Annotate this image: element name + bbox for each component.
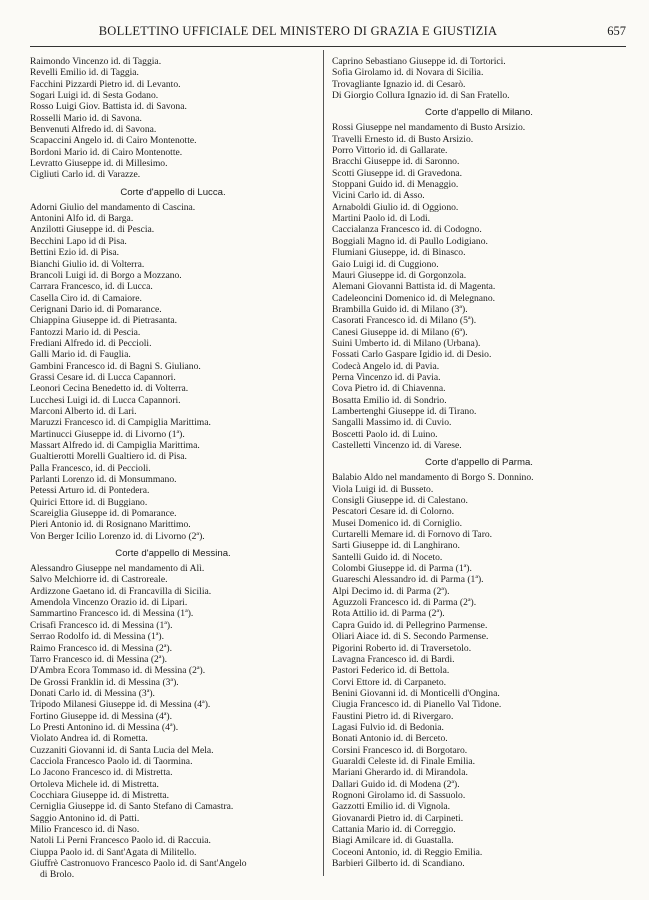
appointment-entry: Castelletti Vincenzo id. di Varese. — [332, 440, 462, 451]
appointment-entry: Rosso Luigi Giov. Battista id. di Savona. — [30, 101, 187, 113]
appointment-entry: Sarti Giuseppe id. di Langhirano. — [332, 540, 460, 552]
appointment-entry: Massart Alfredo id. di Campiglia Marittima. — [30, 440, 200, 451]
appointment-entry: Cacciola Francesco Paolo id. di Taormina. — [30, 755, 193, 767]
page-header — [30, 24, 626, 44]
appointment-entry: di Brolo. — [40, 869, 75, 881]
appointment-entry: Perna Vincenzo id. di Pavia. — [332, 371, 441, 383]
appointment-entry: Parlanti Lorenzo id. di Monsummano. — [30, 474, 177, 486]
appointment-entry: Alemani Giovanni Battista id. di Magenta. — [332, 281, 496, 293]
appointment-entry: Suini Umberto id. di Milano (Urbana). — [332, 337, 481, 349]
appointment-entry: Gazzotti Emilio id. di Vignola. — [332, 801, 451, 813]
appointment-entry: Scotti Giuseppe id. di Gravedona. — [332, 167, 463, 179]
appointment-entry: Sammartino Francesco id. di Messina (1ª). — [30, 608, 194, 620]
appointment-entry: Capra Guido id. di Pellegrino Parmense. — [332, 619, 488, 631]
appointment-entry: Boscetti Paolo id. di Luino. — [332, 428, 438, 440]
appointment-entry: Raimondo Vincenzo id. di Taggia. — [30, 56, 162, 67]
appointment-entry: Bordoni Mario id. di Cairo Montenotte. — [30, 146, 183, 158]
appointment-entry: Lambertenghi Giuseppe id. di Tirano. — [332, 405, 477, 417]
appointment-entry: Crisafi Francesco id. di Messina (1ª). — [30, 619, 173, 631]
appointment-entry: Milio Francesco id. di Naso. — [30, 824, 140, 835]
appointment-entry: Corvi Ettore id. di Carpaneto. — [332, 676, 447, 688]
appointment-entry: Salvo Melchiorre id. di Castroreale. — [30, 574, 168, 586]
appointment-entry: Grassi Cesare id. di Lucca Capannori. — [30, 371, 176, 383]
appointment-entry: Levratto Giuseppe id. di Millesimo. — [30, 158, 168, 170]
appointment-entry: Vicini Carlo id. di Asso. — [332, 190, 425, 202]
appointment-entry: Caprino Sebastiano Giuseppe id. di Tortorici. — [332, 56, 506, 67]
appointment-entry: Martini Paolo id. di Lodi. — [332, 213, 431, 225]
appointment-entry: Martinucci Giuseppe id. di Livorno (1ª). — [30, 428, 185, 440]
appointment-entry: Leonori Cecina Benedetto id. di Volterra. — [30, 383, 189, 395]
appointment-entry: Brambilla Guido id. di Milano (3ª). — [332, 303, 468, 315]
appointment-entry: Casella Ciro id. di Camaiore. — [30, 292, 142, 304]
appointment-entry: Benvenuti Alfredo id. di Savona. — [30, 124, 157, 136]
appointment-entry: Petessi Arturo id. di Pontedera. — [30, 485, 150, 497]
appointment-entry: Ardizzone Gaetano id. di Francavilla di Sicilia. — [30, 585, 212, 597]
appointment-entry: Cuzzaniti Giovanni id. di Santa Lucia del Mela. — [30, 744, 214, 756]
appointment-entry: Marconi Alberto id. di Lari. — [30, 405, 137, 417]
appointment-entry: Bosatta Emilio id. di Sondrio. — [332, 394, 447, 406]
appointment-entry: Becchini Lapo id di Pisa. — [30, 235, 127, 247]
appointment-entry: Revelli Emilio id. di Taggia. — [30, 67, 139, 79]
appointment-entry: Porro Vittorio id. di Gallarate. — [332, 145, 448, 157]
appointment-entry: Ortoleva Michele id. di Mistretta. — [30, 778, 159, 790]
appointment-entry: Trovagliante Ignazio id. di Cesarò. — [332, 78, 466, 90]
appointment-entry: Bettini Ezio id. di Pisa. — [30, 247, 120, 259]
appointment-entry: Benini Giovanni id. di Monticelli d'Ongina. — [332, 687, 500, 699]
court-section-title: Corte d'appello di Parma. — [425, 457, 533, 469]
appointment-entry: Di Giorgio Collura Ignazio id. di San Fratello. — [332, 90, 510, 102]
appointment-entry: Codecà Angelo id. di Pavia. — [332, 360, 440, 372]
appointment-entry: Santelli Guido id. di Noceto. — [332, 551, 443, 563]
court-section-title: Corte d'appello di Milano. — [425, 107, 533, 119]
appointment-entry: Ciuppa Paolo id. di Sant'Agata di Militello. — [30, 846, 197, 858]
appointment-entry: Quirici Ettore id. di Buggiano. — [30, 496, 148, 508]
appointment-entry: Tarro Francesco id. di Messina (2ª). — [30, 653, 168, 665]
appointment-entry: Canesi Giuseppe id. di Milano (6ª). — [332, 326, 468, 338]
appointment-entry: Alpi Decimo id. di Parma (2ª). — [332, 585, 450, 597]
appointment-entry: Fortino Giuseppe id. di Messina (4ª). — [30, 710, 173, 722]
appointment-entry: Bonati Antonio id. di Berceto. — [332, 733, 448, 745]
appointment-entry: Lo Jacono Francesco id. di Mistretta. — [30, 767, 173, 779]
appointment-entry: Rosselli Mario id. di Savona. — [30, 112, 142, 124]
appointment-entry: Gambini Francesco id. di Bagni S. Giuliano. — [30, 360, 201, 372]
appointment-entry: Mariani Gherardo id. di Mirandola. — [332, 767, 468, 779]
appointment-entry: Fantozzi Mario id. di Pescia. — [30, 326, 141, 338]
appointment-entry: De Grossi Franklin id. di Messina (3ª). — [30, 676, 179, 688]
appointment-entry: Consigli Giuseppe id. di Calestano. — [332, 495, 468, 507]
appointment-entry: Serrao Rodolfo id. di Messina (1ª). — [30, 631, 165, 643]
appointment-entry: Cocchiara Giuseppe id. di Mistretta. — [30, 789, 170, 801]
appointment-entry: Coceoni Antonio, id. di Reggio Emilia. — [332, 846, 483, 858]
appointment-entry: Natoli Li Perni Francesco Paolo id. di Raccuia. — [30, 835, 211, 847]
appointment-entry: Mauri Giuseppe id. di Gorgonzola. — [332, 269, 467, 281]
appointment-entry: Pigorini Roberto id. di Traversetolo. — [332, 642, 472, 654]
appointment-entry: Cova Pietro id. di Chiavenna. — [332, 383, 446, 395]
appointment-entry: Biagi Amilcare id. di Guastalla. — [332, 835, 454, 847]
column-divider — [323, 50, 324, 876]
appointment-entry: Donati Carlo id. di Messina (3ª). — [30, 687, 155, 699]
appointment-entry: Antonini Alfo id. di Barga. — [30, 213, 134, 225]
appointment-entry: Anzilotti Giuseppe id. di Pescia. — [30, 224, 155, 236]
appointment-entry: Palla Francesco, id. di Peccioli. — [30, 462, 151, 474]
appointment-entry: Curtarelli Memare id. di Fornovo di Taro. — [332, 529, 493, 541]
appointment-entry: Pescatori Cesare id. di Colorno. — [332, 506, 455, 518]
appointment-entry: Violato Andrea id. di Rometta. — [30, 733, 148, 745]
appointment-entry: Sangalli Massimo id. di Cuvio. — [332, 417, 452, 429]
appointment-entry: Rognoni Girolamo id. di Sassuolo. — [332, 789, 466, 801]
appointment-entry: Alessandro Giuseppe nel mandamento di Alì. — [30, 563, 205, 575]
appointment-entry: Chiappina Giuseppe id. di Pietrasanta. — [30, 315, 178, 327]
appointment-entry: Scareiglia Giuseppe id. di Pomarance. — [30, 508, 177, 520]
appointment-entry: Pieri Antonio id. di Rosignano Marittimo. — [30, 519, 191, 531]
appointment-entry: Faustini Pietro id. di Rivergaro. — [332, 710, 454, 722]
appointment-entry: Von Berger Icilio Lorenzo id. di Livorno (2ª). — [30, 530, 205, 542]
appointment-entry: Barbieri Gilberto id. di Scandiano. — [332, 858, 465, 870]
appointment-entry: Lagasi Fulvio id. di Bedonia. — [332, 721, 444, 733]
appointment-entry: Bianchi Giulio id. di Volterra. — [30, 258, 145, 270]
appointment-entry: Maruzzi Francesco id. di Campiglia Marittima. — [30, 417, 211, 429]
left-column — [30, 56, 316, 881]
appointment-entry: Aguzzoli Francesco id. di Parma (2ª). — [332, 597, 477, 609]
header-rule — [30, 46, 626, 47]
appointment-entry: Amendola Vincenzo Orazio id. di Lipari. — [30, 597, 188, 609]
appointment-entry: Scapaccini Angelo id. di Cairo Montenotte. — [30, 135, 197, 147]
appointment-entry: Lavagna Francesco id. di Bardi. — [332, 653, 455, 665]
appointment-entry: Sofia Girolamo id. di Novara di Sicilia. — [332, 67, 484, 79]
court-section-title: Corte d'appello di Messina. — [115, 548, 231, 560]
appointment-entry: Pastori Federico id. di Bettola. — [332, 665, 450, 677]
appointment-entry: Raimo Francesco id. di Messina (2ª). — [30, 642, 172, 654]
appointment-entry: Adorni Giulio del mandamento di Cascina. — [30, 201, 196, 213]
appointment-entry: Frediani Alfredo id. di Peccioli. — [30, 337, 152, 349]
appointment-entry: Oliari Aiace id. di S. Secondo Parmense. — [332, 631, 489, 643]
appointment-entry: Arnaboldi Giulio id. di Oggiono. — [332, 201, 459, 213]
appointment-entry: Balabio Aldo nel mandamento di Borgo S. Donnino. — [332, 472, 534, 484]
appointment-entry: Corsini Francesco id. di Borgotaro. — [332, 744, 468, 756]
appointment-entry: Galli Mario id. di Fauglia. — [30, 349, 131, 361]
appointment-entry: Saggio Antonino id. di Patti. — [30, 812, 140, 824]
right-column — [332, 56, 626, 869]
appointment-entry: D'Ambra Ecora Tommaso id. di Messina (2ª). — [30, 665, 206, 677]
appointment-entry: Caccialanza Francesco id. di Codogno. — [332, 224, 482, 236]
appointment-entry: Lucchesi Luigi id. di Lucca Capannori. — [30, 394, 181, 406]
appointment-entry: Giovanardi Pietro id. di Carpineti. — [332, 812, 464, 824]
appointment-entry: Casorati Francesco id. di Milano (5ª). — [332, 315, 477, 327]
appointment-entry: Cadeleoncini Domenico id. di Melegnano. — [332, 292, 496, 304]
appointment-entry: Sogari Luigi id. di Sesta Godano. — [30, 90, 159, 102]
appointment-entry: Dallari Guido id. di Modena (2ª). — [332, 778, 460, 790]
appointment-entry: Rossi Giuseppe nel mandamento di Busto Arsizio. — [332, 122, 526, 134]
appointment-entry: Stoppani Guido id. di Menaggio. — [332, 179, 459, 191]
appointment-entry: Cattania Mario id. di Correggio. — [332, 824, 456, 835]
appointment-entry: Gualtierotti Morelli Gualtiero id. di Pisa. — [30, 451, 187, 463]
appointment-entry: Musei Domenico id. di Corniglio. — [332, 517, 463, 529]
appointment-entry: Travelli Ernesto id. di Busto Arsizio. — [332, 133, 474, 145]
appointment-entry: Bracchi Giuseppe id. di Saronno. — [332, 156, 460, 168]
court-section-title: Corte d'appello di Lucca. — [120, 186, 226, 198]
page-number: 657 — [607, 24, 626, 38]
appointment-entry: Guaraldi Celeste id. di Finale Emilia. — [332, 755, 476, 767]
appointment-entry: Ciugia Francesco id. di Pianello Val Tidone. — [332, 699, 502, 711]
appointment-entry: Cerniglia Giuseppe id. di Santo Stefano di Camastra. — [30, 801, 234, 813]
appointment-entry: Cigliuti Carlo id. di Varazze. — [30, 169, 141, 181]
appointment-entry: Lo Presti Antonino id. di Messina (4ª). — [30, 721, 179, 733]
appointment-entry: Brancoli Luigi id. di Borgo a Mozzano. — [30, 269, 182, 281]
appointment-entry: Colombi Giuseppe id. di Parma (1ª). — [332, 563, 472, 575]
appointment-entry: Giuffrè Castronuovo Francesco Paolo id. di Sant'Angelo — [30, 858, 247, 870]
appointment-entry: Boggiali Magno id. di Paullo Lodigiano. — [332, 235, 488, 247]
appointment-entry: Flumiani Giuseppe, id. di Binasco. — [332, 247, 466, 259]
appointment-entry: Viola Luigi id. di Busseto. — [332, 483, 434, 495]
appointment-entry: Carrara Francesco, id. di Lucca. — [30, 281, 153, 293]
bulletin-title: BOLLETTINO UFFICIALE DEL MINISTERO DI GRAZIA E GIUSTIZIA — [98, 24, 498, 38]
appointment-entry: Gaio Luigi id. di Cuggiono. — [332, 258, 439, 270]
appointment-entry: Facchini Pizzardi Pietro id. di Levanto. — [30, 78, 181, 90]
appointment-entry: Guareschi Alessandro id. di Parma (1ª). — [332, 574, 484, 586]
appointment-entry: Fossati Carlo Gaspare Igidio id. di Desio. — [332, 349, 492, 361]
appointment-entry: Tripodo Milanesi Giuseppe id. di Messina (4ª). — [30, 699, 211, 711]
appointment-entry: Cerignani Dario id. di Pomarance. — [30, 303, 162, 315]
appointment-entry: Rota Attilio id. di Parma (2ª). — [332, 608, 445, 620]
